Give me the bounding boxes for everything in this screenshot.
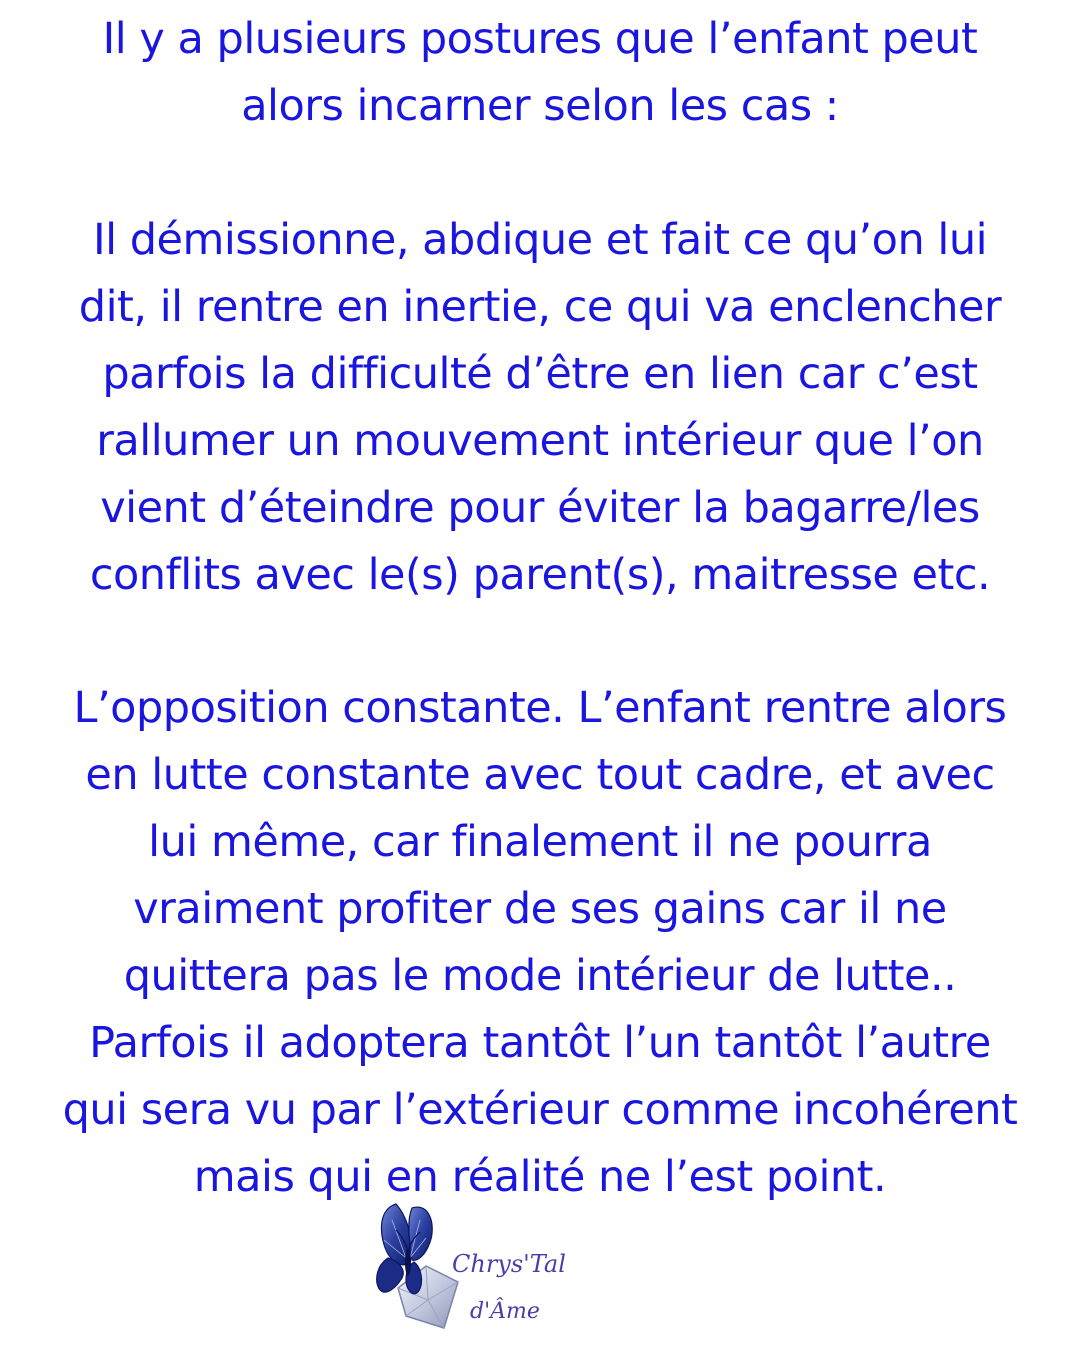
text-line: quittera pas le mode intérieur de lutte.. bbox=[123, 951, 957, 1001]
text-line: rallumer un mouvement intérieur que l’on bbox=[96, 416, 984, 466]
paragraph-intro bbox=[0, 6, 1080, 140]
logo-text-line1: Chrys'Tal bbox=[452, 1250, 566, 1278]
text-line: dit, il rentre en inertie, ce qui va enclencher bbox=[78, 282, 1002, 332]
paragraph-opposition bbox=[0, 675, 1080, 1211]
text-line: conflits avec le(s) parent(s), maitresse etc. bbox=[89, 550, 991, 600]
text-line: mais qui en réalité ne l’est point. bbox=[193, 1152, 887, 1202]
text-line: parfois la difficulté d’être en lien car c’est bbox=[102, 349, 978, 399]
paragraph-resignation bbox=[0, 207, 1080, 609]
text-line: vraiment profiter de ses gains car il ne bbox=[133, 884, 947, 934]
text-line: vient d’éteindre pour éviter la bagarre/les bbox=[100, 483, 980, 533]
text-line: Parfois il adoptera tantôt l’un tantôt l’autre bbox=[89, 1018, 991, 1068]
text-line: lui même, car finalement il ne pourra bbox=[148, 817, 932, 867]
text-line: en lutte constante avec tout cadre, et avec bbox=[85, 750, 995, 800]
text-line: Il démissionne, abdique et fait ce qu’on lui bbox=[92, 215, 988, 265]
text-line: L’opposition constante. L’enfant rentre alors bbox=[73, 683, 1007, 733]
text-line: Il y a plusieurs postures que l’enfant peut bbox=[102, 14, 978, 64]
brand-logo bbox=[366, 1196, 596, 1346]
logo-text-line2: d'Âme bbox=[470, 1299, 540, 1324]
text-line: qui sera vu par l’extérieur comme incohérent bbox=[62, 1085, 1018, 1135]
butterfly-crystal-icon bbox=[366, 1196, 596, 1346]
text-line: alors incarner selon les cas : bbox=[241, 81, 839, 131]
